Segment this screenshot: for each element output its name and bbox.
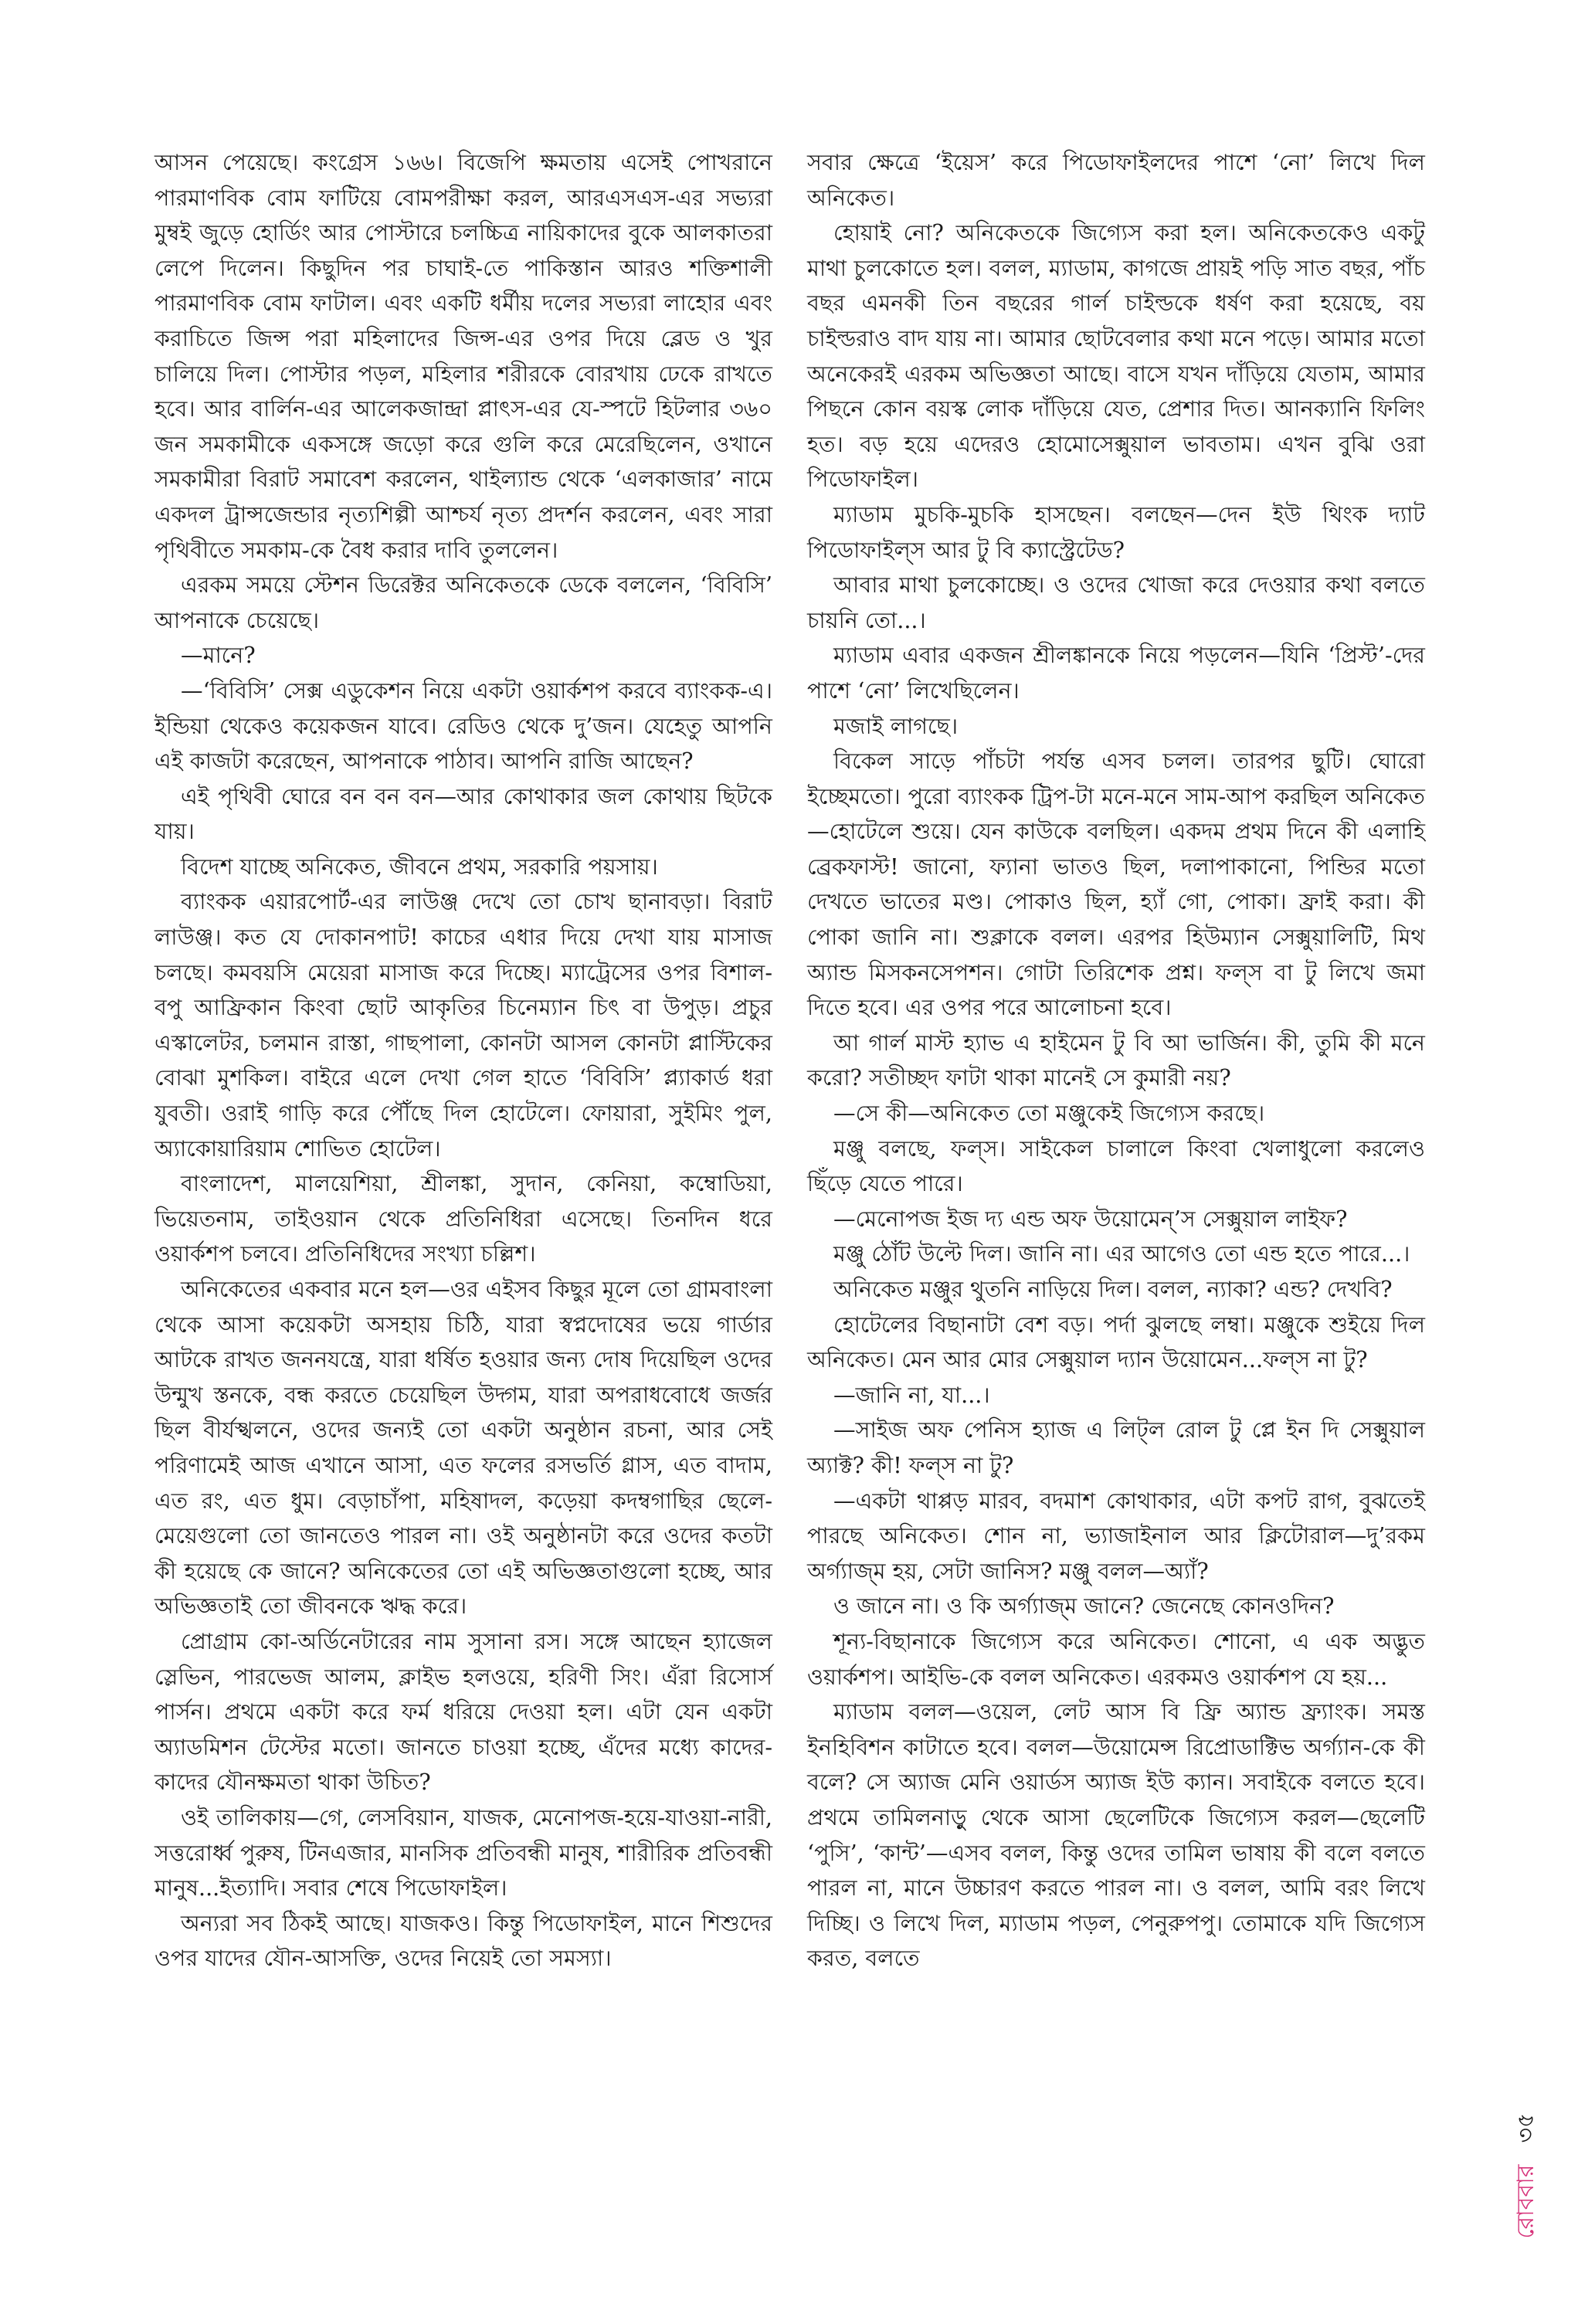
paragraph: হোটেলের বিছানাটা বেশ বড়। পর্দা ঝুলছে লম্বা। মঞ্জুকে শুইয়ে দিল অনিকেত। মেন আর মোর সেক্সুয়াল দ্যান উয়োমেন...ফল্স না টু? bbox=[807, 1311, 1425, 1373]
paragraph: এই পৃথিবী ঘোরে বন বন বন—আর কোথাকার জল কোথায় ছিটকে যায়। bbox=[154, 782, 772, 845]
paragraph: হোয়াই নো? অনিকেতকে জিগ্যেস করা হল। অনিকেতকেও একটু মাথা চুলকোতে হল। বলল, ম্যাডাম, কাগজে প্রায়ই পড়ি সাত বছর, পাঁচ বছর এমনকী তিন বছরের গার্ল চাইল্ডকে ধর্ষণ করা হয়েছে, বয় চাইল্ডরাও বাদ যায় না। আমার ছোটবেলার কথা মনে পড়ে। আমার মতো অনেকেরই এরকম অভিজ্ঞতা আছে। বাসে যখন দাঁড়িয়ে যেতাম, আমার পিছনে কোন বয়স্ক লোক দাঁড়িয়ে যেত, প্রেশার দিত। আনক্যানি ফিলিং হত। বড় হয়ে এদেরও হোমোসেক্সুয়াল ভাবতাম। এখন বুঝি ওরা পিডোফাইল। bbox=[807, 219, 1425, 493]
paragraph: —জানি না, যা...। bbox=[833, 1381, 990, 1408]
paragraph: —একটা থাপ্পড় মারব, বদমাশ কোথাকার, এটা কপট রাগ, বুঝতেই পারছে অনিকেত। শোন না, ভ্যাজাইনাল আর ক্লিটোরাল—দু’রকম অর্গ্যাজ্ম হয়, সেটা জানিস? মঞ্জু বলল—অ্যাঁ? bbox=[807, 1487, 1425, 1584]
paragraph: মজাই লাগছে। bbox=[833, 712, 959, 739]
page-folio bbox=[1506, 2113, 1546, 2239]
paragraph: মঞ্জু ঠোঁট উল্টে দিল। জানি না। এর আগেও তো এন্ড হতে পারে...। bbox=[833, 1240, 1410, 1267]
paragraph: সবার ক্ষেত্রে ‘ইয়েস’ করে পিডোফাইলদের পাশে ‘নো’ লিখে দিল অনিকেত। bbox=[807, 149, 1425, 211]
page-number: ৩৫ bbox=[1512, 2113, 1539, 2144]
paragraph: বাংলাদেশ, মালয়েশিয়া, শ্রীলঙ্কা, সুদান, কেনিয়া, কম্বোডিয়া, ভিয়েতনাম, তাইওয়ান থেকে প্রতিনিধিরা এসেছে। তিনদিন ধরে ওয়ার্কশপ চলবে। প্রতিনিধিদের সংখ্যা চল্লিশ। bbox=[154, 1170, 772, 1267]
paragraph: —মেনোপজ ইজ দ্য এন্ড অফ উয়োমেন্’স সেক্সুয়াল লাইফ? bbox=[833, 1205, 1348, 1232]
paragraph: এরকম সময়ে স্টেশন ডিরেক্টর অনিকেতকে ডেকে বললেন, ‘বিবিসি’ আপনাকে চেয়েছে। bbox=[154, 572, 772, 633]
paragraph: ওই তালিকায়—গে, লেসবিয়ান, যাজক, মেনোপজ-হয়ে-যাওয়া-নারী, সত্তরোর্ধ্ব পুরুষ, টিনএজার, মানসিক প্রতিবন্ধী মানুষ, শারীরিক প্রতিবন্ধী মানুষ...ইত্যাদি। সবার শেষে পিডোফাইল। bbox=[154, 1803, 772, 1902]
paragraph: শূন্য-বিছানাকে জিগ্যেস করে অনিকেত। শোনো, এ এক অদ্ভুত ওয়ার্কশপ। আইভি-কে বলল অনিকেত। এরকমও ওয়ার্কশপ যে হয়... bbox=[807, 1627, 1425, 1690]
paragraph: ও জানে না। ও কি অর্গ্যাজ্ম জানে? জেনেছে কোনওদিন? bbox=[833, 1593, 1335, 1620]
paragraph: আ গার্ল মাস্ট হ্যাভ এ হাইমেন টু বি আ ভার্জিন। কী, তুমি কী মনে করো? সতীচ্ছদ ফাটা থাকা মানেই সে কুমারী নয়? bbox=[807, 1029, 1425, 1091]
paragraph: ম্যাডাম বলল—ওয়েল, লেট আস বি ফ্রি অ্যান্ড ফ্র্যাংক। সমস্ত ইনহিবিশন কাটাতে হবে। বলল—উয়োমেন্স রিপ্রোডাক্টিভ অর্গ্যান-কে কী বলে? সে অ্যাজ মেনি ওয়ার্ডস অ্যাজ ইউ ক্যান। সবাইকে বলতে হবে। প্রথমে তামিলনাড়ু থেকে আসা ছেলেটিকে জিগ্যেস করল—ছেলেটি ‘পুসি’, ‘কান্ট’—এসব বলল, কিন্তু ওদের তামিল ভাষায় কী বলে বলতে পারল না, মানে উচ্চারণ করতে পারল না। ও বলল, আমি বরং লিখে দিচ্ছি। ও লিখে দিল, ম্যাডাম পড়ল, পেনুরুপপু। তোমাকে যদি জিগ্যেস করত, বলতে bbox=[807, 1698, 1425, 1972]
left-text-column bbox=[154, 145, 772, 1976]
paragraph: বিকেল সাড়ে পাঁচটা পর্যন্ত এসব চলল। তারপর ছুটি। ঘোরো ইচ্ছেমতো। পুরো ব্যাংকক ট্রিপ-টা মনে-মনে সাম-আপ করছিল অনিকেত—হোটেলে শুয়ে। যেন কাউকে বলছিল। একদম প্রথম দিনে কী এলাহি ব্রেকফাস্ট! জানো, ফ্যানা ভাতও ছিল, দলাপাকানো, পিন্ডির মতো দেখতে ভাতের মণ্ড। পোকাও ছিল, হ্যাঁ গো, পোকা। ফ্রাই করা। কী পোকা জানি না। শুক্লাকে বলল। এরপর হিউম্যান সেক্সুয়ালিটি, মিথ অ্যান্ড মিসকনসেপশন। গোটা তিরিশেক প্রশ্ন। ফল্স বা টু লিখে জমা দিতে হবে। এর ওপর পরে আলোচনা হবে। bbox=[807, 748, 1425, 1021]
paragraph: —‘বিবিসি’ সেক্স এডুকেশন নিয়ে একটা ওয়ার্কশপ করবে ব্যাংকক-এ। ইন্ডিয়া থেকেও কয়েকজন যাবে। রেডিও থেকে দু’জন। যেহেতু আপনি এই কাজটা করেছেন, আপনাকে পাঠাব। আপনি রাজি আছেন? bbox=[154, 677, 772, 775]
right-text-column bbox=[807, 145, 1425, 1976]
paragraph: —সাইজ অফ পেনিস হ্যাজ এ লিট্ল রোল টু প্লে ইন দি সেক্সুয়াল অ্যাক্ট? কী! ফল্স না টু? bbox=[807, 1416, 1425, 1478]
paragraph: বিদেশ যাচ্ছে অনিকেত, জীবনে প্রথম, সরকারি পয়সায়। bbox=[181, 853, 658, 880]
paragraph: —সে কী—অনিকেত তো মঞ্জুকেই জিগ্যেস করছে। bbox=[833, 1100, 1265, 1127]
paragraph: মঞ্জু বলছে, ফল্স। সাইকেল চালালে কিংবা খেলাধুলো করলেও ছিঁড়ে যেতে পারে। bbox=[807, 1135, 1425, 1197]
paragraph: ম্যাডাম এবার একজন শ্রীলঙ্কানকে নিয়ে পড়লেন—যিনি ‘প্রিস্ট’-দের পাশে ‘নো’ লিখেছিলেন। bbox=[807, 642, 1425, 704]
paragraph: ব্যাংকক এয়ারপোর্ট-এর লাউঞ্জ দেখে তো চোখ ছানাবড়া। বিরাট লাউঞ্জ। কত যে দোকানপাট! কাচের এধার দিয়ে দেখা যায় মাসাজ চলছে। কমবয়সি মেয়েরা মাসাজ করে দিচ্ছে। ম্যাট্রেসের ওপর বিশাল-বপু আফ্রিকান কিংবা ছোট আকৃতির চিনেম্যান চিৎ বা উপুড়। প্রচুর এস্কালেটর, চলমান রাস্তা, গাছপালা, কোনটা আসল কোনটা প্লাস্টিকের বোঝা মুশকিল। বাইরে এলে দেখা গেল হাতে ‘বিবিসি’ প্ল্যাকার্ড ধরা যুবতী। ওরাই গাড়ি করে পৌঁছে দিল হোটেলে। ফোয়ারা, সুইমিং পুল, অ্যাকোয়ারিয়াম শোভিত হোটেল। bbox=[154, 888, 772, 1162]
paragraph: —মানে? bbox=[181, 642, 256, 669]
paragraph: অনিকেতের একবার মনে হল—ওর এইসব কিছুর মূলে তো গ্রামবাংলা থেকে আসা কয়েকটা অসহায় চিঠি, যারা স্বপ্নদোষের ভয়ে গার্ডার আটকে রাখত জননযন্ত্রে, যারা ধর্ষিত হওয়ার জন্য দোষ দিয়েছিল ওদের উন্মুখ স্তনকে, বন্ধ করতে চেয়েছিল উদ্গম, যারা অপরাধবোধে জর্জর ছিল বীর্যস্খলনে, ওদের জন্যই তো একটা অনুষ্ঠান রচনা, আর সেই পরিণামেই আজ এখানে আসা, এত ফলের রসভর্তি গ্লাস, এত বাদাম, এত রং, এত ধুম। বেড়াচাঁপা, মহিষাদল, কড়েয়া কদম্বগাছির ছেলে-মেয়েগুলো তো জানতেও পারল না। ওই অনুষ্ঠানটা করে ওদের কতটা কী হয়েছে কে জানে? অনিকেতের তো এই অভিজ্ঞতাগুলো হচ্ছে, আর অভিজ্ঞতাই তো জীবনকে ঋদ্ধ করে। bbox=[154, 1276, 772, 1620]
paragraph: আসন পেয়েছে। কংগ্রেস ১৬৬। বিজেপি ক্ষমতায় এসেই পোখরানে পারমাণবিক বোম ফাটিয়ে বোমপরীক্ষা করল, আরএসএস-এর সভ্যরা মুম্বই জুড়ে হোর্ডিং আর পোস্টারে চলচ্চিত্র নায়িকাদের বুকে আলকাতরা লেপে দিলেন। কিছুদিন পর চাঘাই-তে পাকিস্তান আরও শক্তিশালী পারমাণবিক বোম ফাটাল। এবং একটি ধর্মীয় দলের সভ্যরা লাহোর এবং করাচিতে জিন্স পরা মহিলাদের জিন্স-এর ওপর দিয়ে ব্লেড ও খুর চালিয়ে দিল। পোস্টার পড়ল, মহিলার শরীরকে বোরখায় ঢেকে রাখতে হবে। আর বার্লিন-এর আলেকজান্দ্রা প্লাৎস-এর যে-স্পটে হিটলার ৩৬০ জন সমকামীকে একসঙ্গে জড়ো করে গুলি করে মেরেছিলেন, ওখানে সমকামীরা বিরাট সমাবেশ করলেন, থাইল্যান্ড থেকে ‘এলকাজার’ নামে একদল ট্রান্সজেন্ডার নৃত্যশিল্পী আশ্চর্য নৃত্য প্রদর্শন করলেন, এবং সারা পৃথিবীতে সমকাম-কে বৈধ করার দাবি তুললেন। bbox=[154, 149, 772, 563]
magazine-name: রোববার bbox=[1512, 2165, 1539, 2239]
paragraph: ম্যাডাম মুচকি-মুচকি হাসছেন। বলছেন—দেন ইউ থিংক দ্যাট পিডোফাইল্স আর টু বি ক্যাস্ট্রেটেড? bbox=[807, 500, 1425, 563]
paragraph: অন্যরা সব ঠিকই আছে। যাজকও। কিন্তু পিডোফাইল, মানে শিশুদের ওপর যাদের যৌন-আসক্তি, ওদের নিয়েই তো সমস্যা। bbox=[154, 1909, 772, 1972]
paragraph: প্রোগ্রাম কো-অর্ডিনেটারের নাম সুসানা রস। সঙ্গে আছেন হ্যাজেল স্লেভিন, পারভেজ আলম, ক্লাইভ হলওয়ে, হরিণী সিং। এঁরা রিসোর্স পার্সন। প্রথমে একটা করে ফর্ম ধরিয়ে দেওয়া হল। এটা যেন একটা অ্যাডমিশন টেস্টের মতো। জানতে চাওয়া হচ্ছে, এঁদের মধ্যে কাদের-কাদের যৌনক্ষমতা থাকা উচিত? bbox=[154, 1627, 772, 1796]
paragraph: আবার মাথা চুলকোচ্ছে। ও ওদের খোজা করে দেওয়ার কথা বলতে চায়নি তো...। bbox=[807, 572, 1425, 633]
paragraph: অনিকেত মঞ্জুর থুতনি নাড়িয়ে দিল। বলল, ন্যাকা? এন্ড? দেখবি? bbox=[833, 1276, 1393, 1302]
